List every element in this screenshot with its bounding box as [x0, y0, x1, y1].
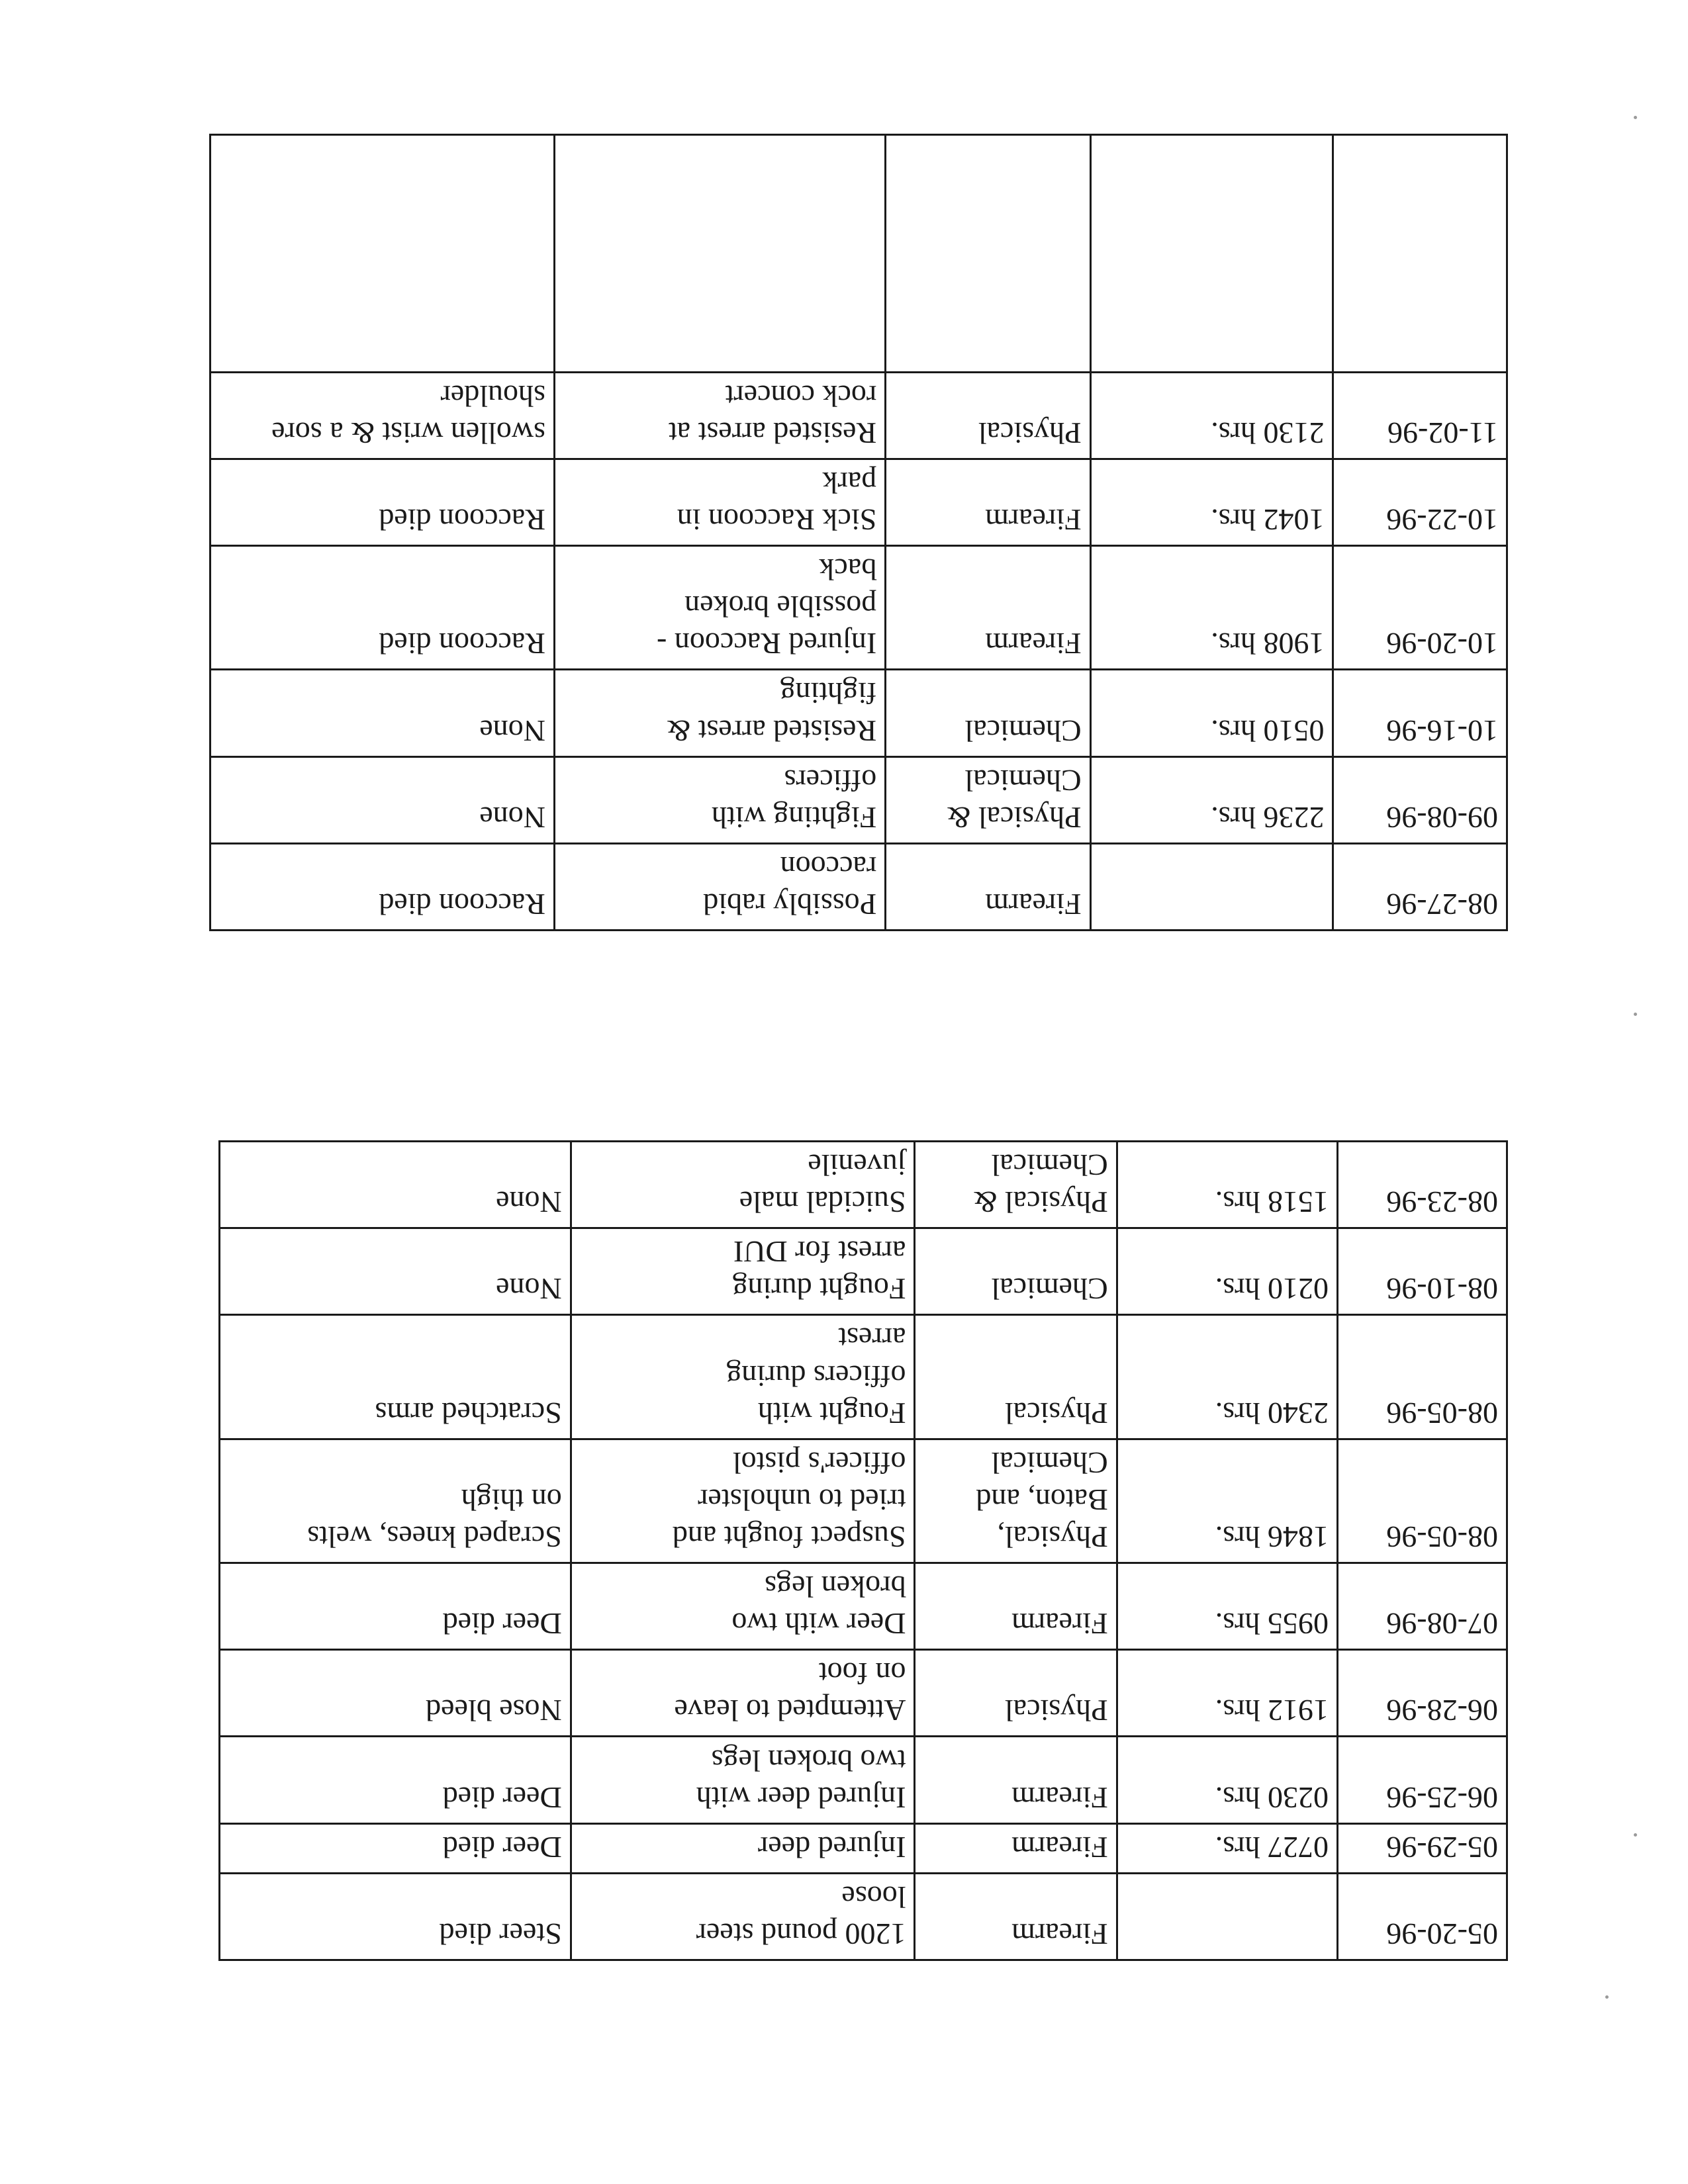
result-cell: Raccoon died: [211, 843, 555, 930]
time-cell: 1908 hrs.: [1090, 546, 1333, 670]
time-cell: 1846 hrs.: [1117, 1439, 1337, 1563]
force-type-cell: Physical, Baton, and Chemical: [915, 1439, 1117, 1563]
result-cell: None: [220, 1228, 571, 1315]
reason-cell: Fought during arrest for DUI: [571, 1228, 915, 1315]
reason-cell: Suicidal male juvenile: [571, 1141, 915, 1228]
result-cell: Scraped knees, welts on thigh: [220, 1439, 571, 1563]
table-row: [211, 670, 1507, 756]
reason-cell: Sick Raccoon in park: [554, 459, 885, 545]
table-row: [220, 1315, 1507, 1439]
reason-cell: Resisted arrest at rock concert: [554, 372, 885, 459]
table-row: [220, 1439, 1507, 1563]
force-type-cell: Firearm: [886, 843, 1090, 930]
result-cell: Steer died: [220, 1873, 571, 1960]
time-cell: [1090, 843, 1333, 930]
table-row: [220, 1141, 1507, 1228]
time-cell: 2130 hrs.: [1090, 372, 1333, 459]
date-cell: 07-08-96: [1337, 1563, 1507, 1650]
force-type-cell: Physical: [886, 372, 1090, 459]
date-cell: 09-08-96: [1333, 756, 1507, 843]
table-row: [211, 546, 1507, 670]
time-cell: [1117, 1873, 1337, 1960]
table-row-empty: [211, 134, 1507, 372]
scan-speck: [1634, 116, 1637, 119]
date-cell: 10-22-96: [1333, 459, 1507, 545]
table-row: [211, 372, 1507, 459]
time-cell: 2340 hrs.: [1117, 1315, 1337, 1439]
reason-cell: Resisted arrest & fighting: [554, 670, 885, 756]
result-cell: Scratched arms: [220, 1315, 571, 1439]
time-cell: 1912 hrs.: [1117, 1650, 1337, 1737]
table-row: [220, 1650, 1507, 1737]
force-type-cell: Firearm: [915, 1873, 1117, 1960]
table-row: [220, 1563, 1507, 1650]
empty-cell: [886, 134, 1090, 372]
force-type-cell: Firearm: [915, 1563, 1117, 1650]
force-type-cell: Firearm: [915, 1823, 1117, 1873]
reason-cell: Injured Raccoon - possible broken back: [554, 546, 885, 670]
reason-cell: 1200 pound steer loose: [571, 1873, 915, 1960]
date-cell: 08-05-96: [1337, 1439, 1507, 1563]
table-row: [220, 1737, 1507, 1823]
result-cell: Raccoon died: [211, 546, 555, 670]
result-cell: None: [211, 756, 555, 843]
result-cell: Deer died: [220, 1563, 571, 1650]
date-cell: 10-16-96: [1333, 670, 1507, 756]
time-cell: 0510 hrs.: [1090, 670, 1333, 756]
result-cell: Raccoon died: [211, 459, 555, 545]
time-cell: 0727 hrs.: [1117, 1823, 1337, 1873]
use-of-force-table: [209, 255, 1508, 1961]
result-cell: None: [220, 1141, 571, 1228]
date-cell: 06-25-96: [1337, 1737, 1507, 1823]
scan-speck: [1634, 1013, 1637, 1016]
result-cell: Deer died: [220, 1737, 571, 1823]
table-row: [211, 459, 1507, 545]
time-cell: 0230 hrs.: [1117, 1737, 1337, 1823]
table-lower-section: [209, 134, 1508, 931]
date-cell: 08-05-96: [1337, 1315, 1507, 1439]
force-type-cell: Firearm: [886, 546, 1090, 670]
force-type-cell: Chemical: [915, 1228, 1117, 1315]
date-cell: 06-28-96: [1337, 1650, 1507, 1737]
date-cell: 08-27-96: [1333, 843, 1507, 930]
table-row: [220, 1228, 1507, 1315]
time-cell: 2236 hrs.: [1090, 756, 1333, 843]
time-cell: 0955 hrs.: [1117, 1563, 1337, 1650]
force-type-cell: Firearm: [915, 1737, 1117, 1823]
reason-cell: Deer with two broken legs: [571, 1563, 915, 1650]
result-cell: Deer died: [220, 1823, 571, 1873]
empty-cell: [211, 134, 555, 372]
date-cell: 08-23-96: [1337, 1141, 1507, 1228]
table-row: [220, 1873, 1507, 1960]
date-cell: 08-10-96: [1337, 1228, 1507, 1315]
reason-cell: Injured deer with two broken legs: [571, 1737, 915, 1823]
force-type-cell: Physical: [915, 1315, 1117, 1439]
scan-speck: [1605, 1995, 1609, 1999]
date-cell: 05-20-96: [1337, 1873, 1507, 1960]
result-cell: None: [211, 670, 555, 756]
table-row: [220, 1823, 1507, 1873]
date-cell: 10-20-96: [1333, 546, 1507, 670]
date-cell: 05-29-96: [1337, 1823, 1507, 1873]
table-upper-section: [218, 1140, 1508, 1961]
time-cell: 0210 hrs.: [1117, 1228, 1337, 1315]
reason-cell: Injured deer: [571, 1823, 915, 1873]
result-cell: Nose bleed: [220, 1650, 571, 1737]
force-type-cell: Physical & Chemical: [915, 1141, 1117, 1228]
result-cell: swollen wrist & a sore shoulder: [211, 372, 555, 459]
table-row: [211, 756, 1507, 843]
reason-cell: Fighting with officers: [554, 756, 885, 843]
empty-cell: [1333, 134, 1507, 372]
reason-cell: Fought with officers during arrest: [571, 1315, 915, 1439]
reason-cell: Attempted to leave on foot: [571, 1650, 915, 1737]
reason-cell: Possibly rabid raccoon: [554, 843, 885, 930]
empty-cell: [554, 134, 885, 372]
empty-cell: [1090, 134, 1333, 372]
force-type-cell: Chemical: [886, 670, 1090, 756]
scan-speck: [1634, 1833, 1637, 1837]
time-cell: 1042 hrs.: [1090, 459, 1333, 545]
force-type-cell: Physical & Chemical: [886, 756, 1090, 843]
force-type-cell: Physical: [915, 1650, 1117, 1737]
reason-cell: Suspect fought and tried to unholster officer's pistol: [571, 1439, 915, 1563]
date-cell: 11-02-96: [1333, 372, 1507, 459]
table-row: [211, 843, 1507, 930]
force-type-cell: Firearm: [886, 459, 1090, 545]
time-cell: 1518 hrs.: [1117, 1141, 1337, 1228]
